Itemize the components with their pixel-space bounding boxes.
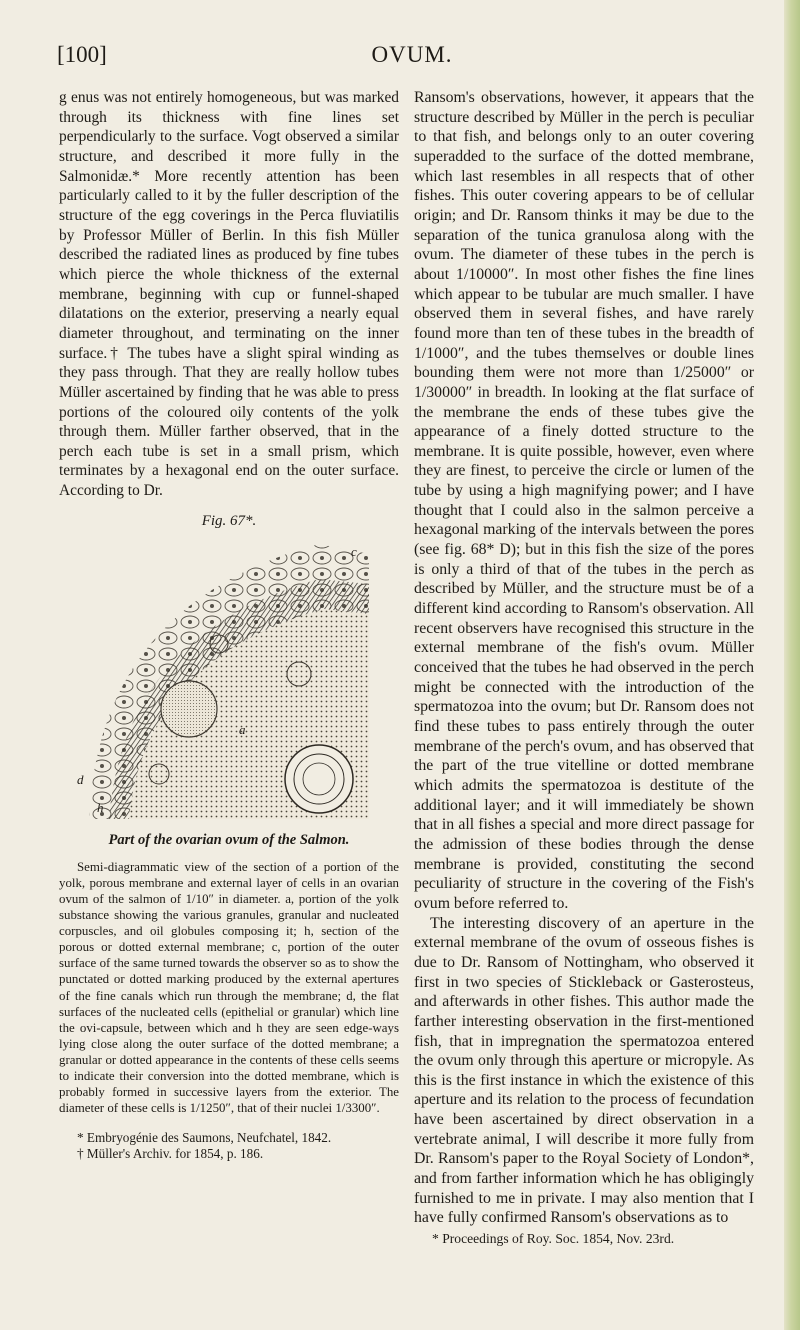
left-column (59, 88, 399, 1162)
right-body-text-2: The interesting discovery of an aperture in the external membrane of the ovum of osseous fishes is due to Dr. Ransom of Nottingham, who observed it first in two species of Stickleback or Gasterosteus, and afterwards in other fishes. This author made the farther interesting observation in the first-mentioned fish, that in impregnation the spermatozoa entered the ovum only through this aperture or micropyle. As this is the first instance in which the existence of this aperture and its relation to the process of fecundation have been ascertained by direct observation in a vertebrate animal, I will describe it more fully from Dr. Ransom's paper to the Royal Society of London*, and from farther information which he has obligingly furnished to me in private. I may also mention that I have fully confirmed Ransom's observations as to (414, 914, 754, 1227)
figure-67 (59, 513, 399, 849)
salmon-ovum-illustration (69, 534, 389, 824)
left-footnotes (59, 1130, 399, 1162)
footnote-2: † Müller's Archiv. for 1854, p. 186. (77, 1146, 264, 1162)
right-body-text-1: Ransom's observations, however, it appears that the structure described by Müller in the perch is peculiar to that fish, and belongs only to an outer covering superadded to the surface of the dotted membrane, which last resembles in all respects that of other fishes. This outer covering appears to be of cellular origin; and Dr. Ransom thinks it may be due to the separation of the tunica granulosa along with the ovum. The diameter of these tubes in the perch is about 1/10000″. In most other fishes the fine lines which appear to be tubular are much smaller. I have observed them in several fishes, and have rarely found more than ten of these tubes in the breadth of 1/1000″, and the tubes themselves or double lines bounding them were not more than 1/25000″ or 1/30000″ in breadth. In looking at the flat surface of the membrane the ends of these tubes give the appearance of a finely dotted structure to the membrane. It is quite possible, however, even where they are finest, to perceive the circle or lumen of the tube by using a high magnifying power; and I have thought that I could also in the salmon perceive a hexagonal marking of the intervals between the pores (see fig. 68* D); but in this fish the size of the pores is only a third of that of the tubes in the perch as described by Müller, and the structure must be of a different kind according to Ransom's observation. All recent observers have recognised this structure in the external membrane of the fish's ovum. Müller conceived that the tubes he had observed in the perch might be connected with the introduction of the spermatozoa into the ovum; but Dr. Ransom does not find these tubes to pass entirely through the outer membrane of the perch's ovum, and has observed that the part of the true vitelline or dotted membrane which admits the spermatozoa is destitute of the additional layer; and it will immediately be shown that in all fishes a special and more direct passage for the admission of these bodies through the dense membrane is provided, constituting the second peculiarity of structure in the covering of the Fish's ovum before referred to. (414, 89, 754, 912)
figure-letter-d: d (77, 771, 84, 787)
running-title: OVUM. (371, 42, 453, 67)
right-column (414, 88, 754, 1261)
page-header (57, 42, 767, 76)
figure-title: Part of the ovarian ovum of the Salmon. (108, 831, 350, 848)
figure-label: Fig. 67*. (201, 512, 257, 529)
figure-letter-a: a (239, 721, 246, 737)
footnote-1: * Embryogénie des Saumons, Neufchatel, 1842. (77, 1130, 332, 1146)
figure-letter-c: c (351, 543, 357, 559)
page-number: [100] (57, 42, 107, 67)
page-edge (784, 0, 800, 1330)
figure-letter-h: h (97, 799, 104, 815)
left-body-text: g enus was not entirely homogeneous, but was marked through its thickness with fine lines set perpendicularly to the surface. Vogt observed a similar structure, and described it more fully in the Salmonidæ.* More recently attention has been particularly called to it by the fuller description of the structure of the egg coverings in the Perca fluviatilis by Professor Müller of Berlin. In this fish Müller described the radiated lines as produced by fine tubes which pierce the whole thickness of the external membrane, beginning with cup or funnel-shaped dilatations on the exterior, preserving a nearly equal diameter throughout, and terminating on the inner surface.† The tubes have a slight spiral winding as they pass through. That they are really hollow tubes Müller ascertained by finding that he was able to press portions of the coloured oily contents of the yolk through them. Müller farther observed, that in the perch each tube is set in a small prism, which terminates by a hexagonal end on the outer surface. According to Dr. (59, 89, 399, 500)
right-footnote: * Proceedings of Roy. Soc. 1854, Nov. 23rd. (432, 1231, 675, 1247)
figure-caption: Semi-diagrammatic view of the section of a portion of the yolk, porous membrane and external layer of cells in an ovarian ovum of the salmon of 1/10″ in diameter. a, portion of the yolk substance showing the various granules, granular and nucleated corpuscles, and oil globules composing it; h, section of the porous or dotted external membrane; c, portion of the outer surface of the same turned towards the observer so as to show the punctated or dotted marking produced by the external apertures of the fine canals which run through the membrane; d, the flat surfaces of the nucleated cells (epithelial or granular) which line the ovi-capsule, between which and h they are seen edge-ways lying close along the outer surface of the dotted membrane; a granular or dotted appearance in the contents of these cells seems to indicate their conversion into the dotted membrane, which is probably formed in successive layers from the exterior. The diameter of these cells is 1/1250″, that of their nuclei 1/3300″. (59, 859, 399, 1116)
